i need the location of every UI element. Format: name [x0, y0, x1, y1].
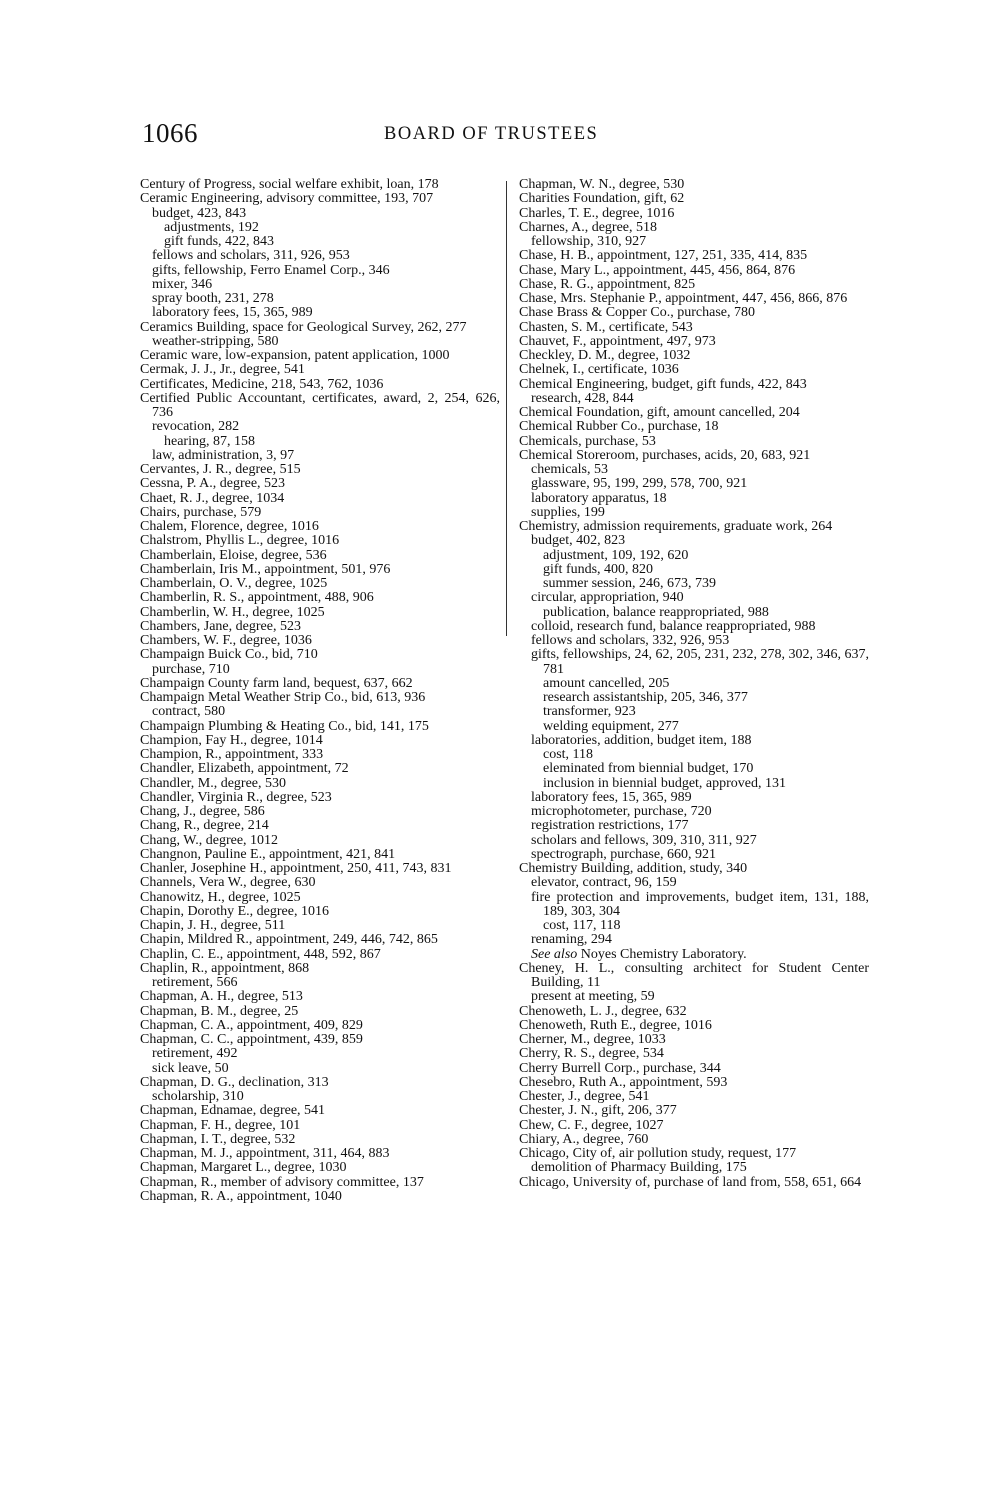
entry-text: Chapin, J. H., degree, 511 [140, 918, 286, 933]
index-entry [519, 1005, 869, 1019]
entry-text: spectrograph, purchase, 660, 921 [531, 846, 717, 862]
index-entry [519, 249, 869, 263]
index-entry [140, 192, 500, 206]
see-also-label: See also [531, 946, 578, 962]
index-entry [140, 891, 500, 905]
index-entry [140, 819, 500, 833]
entry-text: laboratories, addition, budget item, 188 [531, 732, 752, 748]
index-subentry [519, 762, 869, 776]
entry-text: hearing, 87, 158 [164, 433, 255, 449]
entry-text: Chiary, A., degree, 760 [519, 1131, 649, 1147]
index-subentry [140, 705, 500, 719]
index-entry [519, 278, 869, 292]
index-entry [519, 862, 869, 876]
index-entry [140, 1104, 500, 1118]
index-entry [140, 321, 500, 335]
index-entry [519, 1033, 869, 1047]
entry-text: fellows and scholars, 332, 926, 953 [531, 633, 730, 648]
entry-text: Checkley, D. M., degree, 1032 [519, 348, 691, 363]
entry-text: Chapman, W. N., degree, 530 [519, 177, 685, 192]
entry-text: Chang, R., degree, 214 [140, 818, 269, 834]
index-entry [140, 1147, 500, 1161]
entry-text: Chaplin, C. E., appointment, 448, 592, 867 [140, 946, 381, 962]
index-entry [140, 591, 500, 605]
index-entry [140, 933, 500, 947]
index-subentry [519, 549, 869, 563]
entry-text: colloid, research fund, balance reappropriated, 988 [531, 618, 816, 634]
entry-text: supplies, 199 [531, 504, 605, 520]
index-entry [140, 506, 500, 520]
entry-text: Chairs, purchase, 579 [140, 504, 262, 520]
column-divider [506, 181, 507, 636]
index-entry [140, 805, 500, 819]
entry-text: laboratory apparatus, 18 [531, 490, 667, 506]
entry-text: amount cancelled, 205 [543, 675, 670, 691]
entry-text: glassware, 95, 199, 299, 578, 700, 921 [531, 476, 748, 492]
index-subentry [519, 463, 869, 477]
entry-text: Chamberlin, W. H., degree, 1025 [140, 604, 325, 620]
index-subentry [519, 919, 869, 933]
entry-text: eleminated from biennial budget, 170 [543, 761, 754, 777]
index-subentry [140, 335, 500, 349]
entry-text: welding equipment, 277 [543, 718, 679, 734]
entry-text: Chase, R. G., appointment, 825 [519, 276, 696, 292]
index-entry [519, 1133, 869, 1147]
entry-text: Chenoweth, Ruth E., degree, 1016 [519, 1017, 712, 1033]
index-entry [140, 363, 500, 377]
index-entry [140, 1005, 500, 1019]
entry-text: Chemical Rubber Co., purchase, 18 [519, 419, 719, 435]
index-entry [140, 1176, 500, 1190]
entry-text: Chapman, A. H., degree, 513 [140, 989, 303, 1005]
index-entry [519, 420, 869, 434]
index-entry [519, 363, 869, 377]
entry-text: Cherry Burrell Corp., purchase, 344 [519, 1060, 721, 1076]
index-entry [140, 492, 500, 506]
entry-text: present at meeting, 59 [531, 989, 655, 1005]
index-subentry [519, 948, 869, 962]
entry-text: Cervantes, J. R., degree, 515 [140, 462, 301, 477]
index-subentry [519, 691, 869, 705]
entry-text: gift funds, 400, 820 [543, 561, 654, 577]
index-entry [519, 435, 869, 449]
entry-text: Chicago, City of, air pollution study, request, 177 [519, 1146, 797, 1161]
index-entry [519, 349, 869, 363]
index-subentry [140, 207, 500, 221]
index-subentry [140, 235, 500, 249]
entry-text: sick leave, 50 [152, 1060, 229, 1076]
index-entry [140, 777, 500, 791]
index-subentry [519, 591, 869, 605]
entry-text: Chandler, M., degree, 530 [140, 775, 287, 791]
entry-text: chemicals, 53 [531, 462, 608, 477]
entry-text: Ceramic Engineering, advisory committee, 193, 707 [140, 191, 434, 207]
index-entry [140, 1190, 500, 1204]
index-entry [140, 990, 500, 1004]
entry-text: Chamberlain, Iris M., appointment, 501, 976 [140, 561, 391, 577]
entry-text: Chambers, W. F., degree, 1036 [140, 633, 312, 648]
index-subentry [519, 720, 869, 734]
entry-text: Chapman, F. H., degree, 101 [140, 1117, 301, 1133]
index-entry [519, 221, 869, 235]
index-entry [140, 876, 500, 890]
index-entry [140, 392, 500, 421]
index-entry [140, 549, 500, 563]
index-entry [140, 691, 500, 705]
entry-text: Chauvet, F., appointment, 497, 973 [519, 333, 716, 349]
index-subentry [140, 278, 500, 292]
index-entry [140, 1119, 500, 1133]
entry-text: retirement, 492 [152, 1046, 238, 1062]
entry-text: Champaign Plumbing & Heating Co., bid, 141, 175 [140, 718, 429, 734]
index-subentry [140, 420, 500, 434]
index-entry [140, 534, 500, 548]
entry-text: weather-stripping, 580 [152, 333, 279, 349]
index-entry [140, 862, 500, 876]
entry-text: fellowship, 310, 927 [531, 234, 647, 249]
index-column-left [140, 178, 500, 1204]
index-entry [519, 264, 869, 278]
entry-text: Chapman, B. M., degree, 25 [140, 1003, 299, 1019]
entry-text: scholars and fellows, 309, 310, 311, 927 [531, 832, 757, 848]
index-subentry [519, 492, 869, 506]
index-entry [140, 734, 500, 748]
entry-text: Chandler, Virginia R., degree, 523 [140, 789, 332, 805]
entry-text: Chalstrom, Phyllis L., degree, 1016 [140, 533, 340, 549]
entry-text: Century of Progress, social welfare exhibit, loan, 178 [140, 177, 439, 192]
index-entry [519, 207, 869, 221]
entry-text: Chapman, R. A., appointment, 1040 [140, 1188, 342, 1204]
index-entry [519, 1176, 869, 1190]
index-subentry [519, 634, 869, 648]
entry-text: Chapin, Mildred R., appointment, 249, 446, 742, 865 [140, 932, 438, 948]
index-entry [140, 577, 500, 591]
index-subentry [519, 620, 869, 634]
entry-text: research assistantship, 205, 346, 377 [543, 690, 748, 705]
index-entry [140, 463, 500, 477]
index-subentry [519, 1161, 869, 1175]
entry-text: Chapman, R., member of advisory committee, 137 [140, 1174, 424, 1190]
index-entry [140, 834, 500, 848]
index-entry [519, 406, 869, 420]
index-entry [140, 1019, 500, 1033]
entry-text: Cherry, R. S., degree, 534 [519, 1046, 664, 1062]
entry-text: renaming, 294 [531, 932, 612, 948]
index-subentry [140, 249, 500, 263]
entry-text: law, administration, 3, 97 [152, 447, 295, 463]
entry-text: adjustment, 109, 192, 620 [543, 547, 689, 563]
entry-text: Chang, W., degree, 1012 [140, 832, 279, 848]
index-subentry [140, 976, 500, 990]
entry-text: Certified Public Accountant, certificates, award, 2, 254, 626, 736 [140, 390, 500, 420]
entry-text: Chapman, Margaret L., degree, 1030 [140, 1160, 347, 1176]
index-entry [519, 520, 869, 534]
index-entry [140, 1076, 500, 1090]
index-entry [519, 1019, 869, 1033]
entry-text: scholarship, 310 [152, 1089, 244, 1104]
index-subentry [140, 663, 500, 677]
entry-text: budget, 423, 843 [152, 205, 247, 221]
index-subentry [519, 648, 869, 677]
entry-text: cost, 118 [543, 747, 594, 762]
entry-text: adjustments, 192 [164, 219, 259, 235]
entry-text: transformer, 923 [543, 704, 636, 720]
entry-text: circular, appropriation, 940 [531, 590, 684, 606]
entry-text: Chemistry Building, addition, study, 340 [519, 861, 748, 876]
entry-text: Champaign County farm land, bequest, 637, 662 [140, 675, 413, 691]
index-subentry [519, 777, 869, 791]
entry-text: Chaet, R. J., degree, 1034 [140, 490, 285, 506]
entry-text: Noyes Chemistry Laboratory. [580, 946, 747, 962]
index-subentry [519, 805, 869, 819]
index-subentry [140, 449, 500, 463]
index-subentry [519, 848, 869, 862]
entry-text: Chesebro, Ruth A., appointment, 593 [519, 1074, 728, 1090]
entry-text: Ceramics Building, space for Geological Survey, 262, 277 [140, 319, 467, 335]
entry-text: Cheney, H. L., consulting architect for Student Center Building, 11 [519, 960, 869, 990]
index-subentry [519, 705, 869, 719]
index-entry [140, 948, 500, 962]
index-entry [519, 1119, 869, 1133]
entry-text: Chester, J., degree, 541 [519, 1089, 650, 1104]
entry-text: publication, balance reappropriated, 988 [543, 604, 769, 620]
index-subentry [519, 392, 869, 406]
index-entry [519, 306, 869, 320]
index-entry [519, 321, 869, 335]
index-subentry [519, 677, 869, 691]
index-subentry [140, 221, 500, 235]
index-entry [140, 762, 500, 776]
entry-text: Chase, Mary L., appointment, 445, 456, 864, 876 [519, 262, 796, 278]
index-entry [140, 720, 500, 734]
entry-text: gifts, fellowships, 24, 62, 205, 231, 232, 278, 302, 346, 637, 781 [531, 647, 869, 677]
entry-text: microphotometer, purchase, 720 [531, 804, 712, 819]
index-subentry [519, 734, 869, 748]
index-subentry [519, 563, 869, 577]
entry-text: Chapman, C. C., appointment, 439, 859 [140, 1032, 363, 1047]
entry-text: demolition of Pharmacy Building, 175 [531, 1160, 747, 1176]
entry-text: inclusion in biennial budget, approved, 131 [543, 775, 787, 791]
entry-text: Chase, H. B., appointment, 127, 251, 335, 414, 835 [519, 248, 808, 264]
index-entry [140, 748, 500, 762]
entry-text: Chapman, M. J., appointment, 311, 464, 883 [140, 1146, 390, 1161]
index-entry [140, 905, 500, 919]
entry-text: mixer, 346 [152, 276, 213, 292]
entry-text: Chemical Engineering, budget, gift funds, 422, 843 [519, 376, 807, 392]
entry-text: Champaign Metal Weather Strip Co., bid, 613, 936 [140, 690, 426, 705]
index-subentry [519, 534, 869, 548]
entry-text: Chalem, Florence, degree, 1016 [140, 519, 319, 534]
entry-text: Chew, C. F., degree, 1027 [519, 1117, 664, 1133]
index-entry [140, 378, 500, 392]
index-entry [519, 962, 869, 991]
entry-text: Chenoweth, L. J., degree, 632 [519, 1003, 687, 1019]
entry-text: spray booth, 231, 278 [152, 291, 274, 306]
index-subentry [519, 891, 869, 920]
entry-text: Champion, R., appointment, 333 [140, 747, 324, 762]
index-entry [140, 634, 500, 648]
entry-text: elevator, contract, 96, 159 [531, 875, 677, 891]
index-entry [140, 178, 500, 192]
index-subentry [519, 748, 869, 762]
index-entry [140, 520, 500, 534]
index-entry [519, 1147, 869, 1161]
entry-text: retirement, 566 [152, 975, 238, 990]
index-entry [140, 477, 500, 491]
entry-text: Chemistry, admission requirements, graduate work, 264 [519, 519, 833, 534]
entry-text: laboratory fees, 15, 365, 989 [531, 789, 692, 805]
index-entry [140, 606, 500, 620]
entry-text: Chamberlin, R. S., appointment, 488, 906 [140, 590, 374, 606]
entry-text: Chapman, Ednamae, degree, 541 [140, 1103, 326, 1119]
index-entry [519, 1047, 869, 1061]
entry-text: Cermak, J. J., Jr., degree, 541 [140, 362, 305, 378]
entry-text: Chapman, I. T., degree, 532 [140, 1131, 296, 1147]
entry-text: Chemicals, purchase, 53 [519, 433, 656, 449]
entry-text: Chapman, C. A., appointment, 409, 829 [140, 1017, 363, 1033]
entry-text: Chester, J. N., gift, 206, 377 [519, 1103, 677, 1119]
entry-text: Cessna, P. A., degree, 523 [140, 476, 286, 492]
index-subentry [519, 577, 869, 591]
index-entry [140, 919, 500, 933]
entry-text: summer session, 246, 673, 739 [543, 576, 717, 591]
entry-text: gift funds, 422, 843 [164, 234, 275, 249]
index-subentry [519, 791, 869, 805]
entry-text: Charles, T. E., degree, 1016 [519, 205, 675, 221]
entry-text: Chambers, Jane, degree, 523 [140, 618, 301, 634]
entry-text: laboratory fees, 15, 365, 989 [152, 305, 313, 321]
entry-text: Champaign Buick Co., bid, 710 [140, 647, 318, 663]
entry-text: Changnon, Pauline E., appointment, 421, 841 [140, 846, 396, 862]
entry-text: Chamberlain, O. V., degree, 1025 [140, 576, 328, 591]
index-entry [519, 292, 869, 306]
entry-text: fire protection and improvements, budget item, 131, 188, 189, 303, 304 [531, 889, 869, 919]
index-entry [519, 1076, 869, 1090]
index-entry [140, 791, 500, 805]
entry-text: Chang, J., degree, 586 [140, 804, 265, 819]
index-entry [140, 962, 500, 976]
entry-text: Chemical Foundation, gift, amount cancelled, 204 [519, 405, 800, 420]
index-subentry [140, 264, 500, 278]
entry-text: research, 428, 844 [531, 390, 634, 406]
index-subentry [519, 876, 869, 890]
entry-text: Charnes, A., degree, 518 [519, 219, 658, 235]
index-entry [519, 192, 869, 206]
entry-text: Ceramic ware, low-expansion, patent application, 1000 [140, 348, 450, 363]
index-entry [140, 620, 500, 634]
index-subentry [519, 990, 869, 1004]
index-entry [140, 1133, 500, 1147]
entry-text: Charities Foundation, gift, 62 [519, 191, 685, 207]
index-entry [519, 335, 869, 349]
page-number: 1066 [142, 118, 198, 148]
entry-text: Chandler, Elizabeth, appointment, 72 [140, 761, 349, 777]
entry-text: fellows and scholars, 311, 926, 953 [152, 248, 350, 264]
running-head: BOARD OF TRUSTEES [384, 124, 599, 144]
entry-text: Chase, Mrs. Stephanie P., appointment, 447, 456, 866, 876 [519, 291, 848, 306]
entry-text: purchase, 710 [152, 661, 230, 677]
entry-text: Chasten, S. M., certificate, 543 [519, 319, 693, 335]
index-entry [140, 563, 500, 577]
entry-text: Chanowitz, H., degree, 1025 [140, 889, 301, 905]
entry-text: Channels, Vera W., degree, 630 [140, 875, 316, 891]
index-subentry [519, 477, 869, 491]
index-entry [519, 449, 869, 463]
index-entry [519, 1090, 869, 1104]
index-subentry [519, 606, 869, 620]
entry-text: Champion, Fay H., degree, 1014 [140, 732, 323, 748]
entry-text: budget, 402, 823 [531, 533, 626, 549]
entry-text: gifts, fellowship, Ferro Enamel Corp., 346 [152, 262, 390, 278]
index-entry [140, 1161, 500, 1175]
entry-text: Certificates, Medicine, 218, 543, 762, 1036 [140, 376, 384, 392]
entry-text: Chapin, Dorothy E., degree, 1016 [140, 903, 329, 919]
index-entry [519, 378, 869, 392]
index-entry [519, 1104, 869, 1118]
entry-text: Chemical Storeroom, purchases, acids, 20, 683, 921 [519, 447, 811, 463]
entry-text: Cherner, M., degree, 1033 [519, 1032, 666, 1047]
index-subentry [140, 1062, 500, 1076]
entry-text: Chase Brass & Copper Co., purchase, 780 [519, 305, 756, 321]
entry-text: registration restrictions, 177 [531, 818, 689, 834]
entry-text: Chamberlain, Eloise, degree, 536 [140, 547, 327, 563]
index-entry [140, 349, 500, 363]
entry-text: Chanler, Josephine H., appointment, 250, 411, 743, 831 [140, 861, 452, 876]
entry-text: Chicago, University of, purchase of land from, 558, 651, 664 [519, 1174, 862, 1190]
entry-text: Chelnek, I., certificate, 1036 [519, 362, 679, 378]
index-subentry [140, 306, 500, 320]
entry-text: contract, 580 [152, 704, 226, 720]
index-subentry [519, 819, 869, 833]
index-entry [140, 648, 500, 662]
index-subentry [140, 292, 500, 306]
index-subentry [519, 235, 869, 249]
index-subentry [140, 435, 500, 449]
entry-text: cost, 117, 118 [543, 918, 621, 933]
entry-text: Chapman, D. G., declination, 313 [140, 1074, 329, 1090]
index-subentry [519, 506, 869, 520]
index-subentry [519, 933, 869, 947]
index-subentry [140, 1047, 500, 1061]
entry-text: Chaplin, R., appointment, 868 [140, 960, 310, 976]
index-subentry [140, 1090, 500, 1104]
index-entry [140, 1033, 500, 1047]
index-column-right [519, 178, 869, 1190]
index-entry [519, 1062, 869, 1076]
index-entry [519, 178, 869, 192]
index-subentry [519, 834, 869, 848]
index-entry [140, 677, 500, 691]
index-entry [140, 848, 500, 862]
entry-text: revocation, 282 [152, 419, 240, 435]
